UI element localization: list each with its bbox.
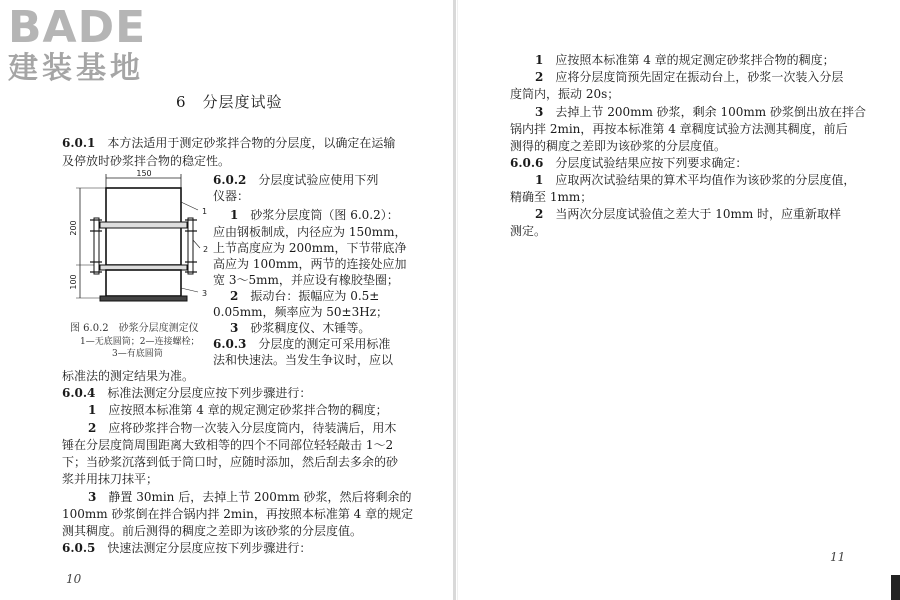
step-number: 1 [535, 53, 544, 67]
step-text: 静置 30min 后，去掉上节 200mm 砂浆，然后将剩余的 [108, 490, 412, 504]
result-item-1-line2: 精确至 1mm； [510, 190, 593, 204]
step-3-line3: 测其稠度。前后测得的稠度之差即为该砂浆的分层度值。 [62, 524, 363, 538]
step-text: 应按照本标准第 4 章的规定测定砂浆拌合物的稠度； [108, 403, 388, 417]
step-number: 2 [535, 70, 544, 84]
clause-6-0-3 [213, 336, 390, 353]
callout-2: 2 [203, 245, 209, 254]
step-number: 3 [535, 105, 544, 119]
step-2-line4: 浆并用抹刀抹平； [62, 472, 159, 486]
item-2 [230, 288, 379, 305]
step-number: 3 [88, 490, 97, 504]
step-3 [88, 489, 412, 506]
dim-lower-label: 100 [69, 274, 78, 290]
clause-6-0-2-cont: 仪器： [213, 189, 250, 203]
right-step-3-line3: 测得的稠度之差即为该砂浆的分层度值。 [510, 139, 727, 153]
callout-1: 1 [202, 207, 208, 216]
item-number: 2 [535, 207, 544, 221]
item-number: 3 [230, 321, 239, 335]
result-item-2 [535, 206, 841, 223]
item-1-line2: 应由钢板制成，内径应为 150mm， [213, 225, 407, 239]
clause-text: 分层度试验结果应按下列要求确定： [555, 156, 748, 170]
right-step-2-line2: 度筒内，振动 20s； [510, 87, 620, 101]
step-number: 1 [88, 403, 97, 417]
step-2-line3: 下；当砂浆沉落到低于筒口时，应随时添加，然后刮去多余的砂 [62, 455, 399, 469]
clause-text: 快速法测定分层度应按下列步骤进行： [107, 541, 312, 555]
clause-text: 分层度试验应使用下列 [258, 173, 379, 187]
item-text: 当两次分层度试验值之差大于 10mm 时，应重新取样 [555, 207, 842, 221]
item-text: 砂浆分层度筒（图 6.0.2）： [250, 208, 399, 222]
item-text: 振动台：振幅应为 0.5± [250, 289, 380, 303]
clause-text: 分层度的测定可采用标准 [258, 337, 391, 351]
item-number: 1 [535, 173, 544, 187]
item-3 [230, 320, 370, 337]
step-text: 应将砂浆拌合物一次装入分层度筒内，待装满后，用木 [108, 421, 397, 435]
clause-number: 6.0.5 [62, 541, 96, 555]
item-2-line2: 0.05mm，频率应为 50±3Hz； [213, 305, 389, 319]
step-text: 应按照本标准第 4 章的规定测定砂浆拌合物的稠度； [555, 53, 835, 67]
clause-6-0-2 [213, 172, 378, 189]
page-title: 6 分层度试验 [176, 93, 283, 111]
step-1 [88, 402, 388, 419]
right-step-1 [535, 52, 835, 69]
result-item-2-line2: 测定。 [510, 224, 547, 238]
figure-legend-line1: 1—无底圆筒；2—连接螺栓； [80, 337, 200, 347]
clause-6-0-1-cont: 及停放时砂浆拌合物的稳定性。 [62, 154, 231, 168]
item-1-line5: 宽 3～5mm，并应设有橡胶垫圈； [213, 273, 399, 287]
clause-number: 6.0.2 [213, 173, 247, 187]
logo-chinese: 建装基地 [8, 51, 144, 86]
item-number: 1 [230, 208, 239, 222]
clause-text: 本方法适用于测定砂浆拌合物的分层度，以确定在运输 [107, 136, 396, 150]
logo-english: BADE [8, 2, 147, 53]
result-item-1 [535, 172, 855, 189]
dim-upper-label: 200 [69, 220, 78, 236]
right-step-3-line2: 锅内拌 2min，再按本标准第 4 章稠度试验方法测其稠度，前后 [510, 122, 848, 136]
step-2 [88, 420, 396, 437]
callout-3: 3 [202, 289, 208, 298]
clause-number: 6.0.4 [62, 386, 96, 400]
clause-6-0-6 [510, 155, 747, 172]
clause-6-0-4 [62, 385, 311, 402]
clause-text: 标准法测定分层度应按下列步骤进行： [107, 386, 312, 400]
figure-caption: 图 6.0.2 砂浆分层度测定仪 [70, 323, 199, 334]
figure-legend-line2: 3—有底圆筒 [112, 349, 163, 359]
clause-6-0-3-line2: 法和快速法。当发生争议时，应以 [213, 353, 394, 367]
scan-edge-mark [891, 575, 900, 600]
page-number-left: 10 [66, 572, 82, 586]
clause-6-0-3-line3: 标准法的测定结果为准。 [62, 369, 195, 383]
right-step-3 [535, 104, 866, 121]
brand-logo [8, 2, 147, 86]
item-text: 应取两次试验结果的算术平均值作为该砂浆的分层度值， [555, 173, 856, 187]
page-gutter [453, 0, 456, 600]
clause-number: 6.0.3 [213, 337, 247, 351]
item-number: 2 [230, 289, 239, 303]
clause-6-0-1 [62, 135, 395, 152]
clause-6-0-5 [62, 540, 311, 557]
item-1 [230, 207, 399, 224]
step-text: 去掉上节 200mm 砂浆，剩余 100mm 砂浆倒出放在拌合 [555, 105, 866, 119]
page-gutter-shadow [457, 0, 458, 600]
figure-layering-cylinder [66, 170, 216, 320]
item-1-line4: 高应为 100mm，两节的连接处应加 [213, 257, 407, 271]
step-2-line2: 锤在分层度筒周围距离大致相等的四个不同部位轻轻敲击 1～2 [62, 438, 394, 452]
step-text: 应将分层度筒预先固定在振动台上，砂浆一次装入分层 [555, 70, 844, 84]
right-step-2 [535, 69, 843, 86]
step-3-line2: 100mm 砂浆倒在拌合锅内拌 2min，再按照本标准第 4 章的规定 [62, 507, 414, 521]
clause-number: 6.0.1 [62, 136, 96, 150]
clause-number: 6.0.6 [510, 156, 544, 170]
step-number: 2 [88, 421, 97, 435]
item-1-line3: 上节高度应为 200mm，下节带底净 [213, 241, 407, 255]
item-text: 砂浆稠度仪、木锤等。 [250, 321, 371, 335]
page-number-right: 11 [830, 550, 846, 564]
dim-width-label: 150 [136, 170, 152, 178]
